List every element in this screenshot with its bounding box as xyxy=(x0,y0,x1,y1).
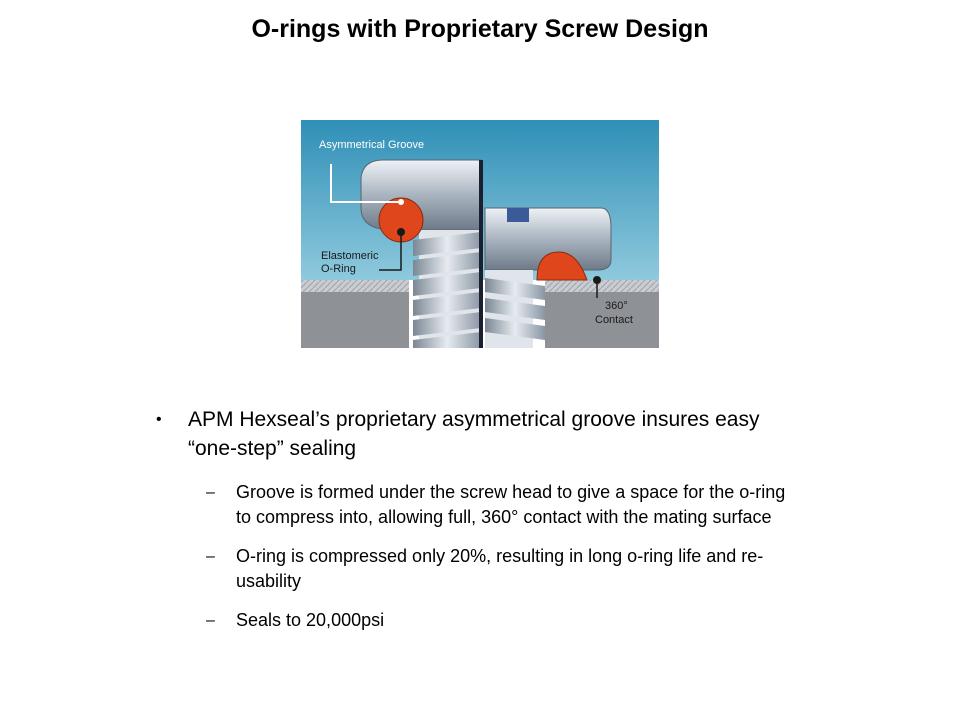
screw-diagram xyxy=(301,120,659,348)
bullet-main xyxy=(156,405,796,463)
bullet-main-text: APM Hexseal’s proprietary asymmetrical groove insures easy “one-step” sealing xyxy=(188,408,760,460)
label-elastomeric: Elastomeric xyxy=(321,250,379,262)
sub-bullet-marker: – xyxy=(206,484,215,501)
sub-bullet-text: O-ring is compressed only 20%, resulting in long o-ring life and re-usability xyxy=(236,546,764,591)
label-contact: Contact xyxy=(595,314,633,326)
sub-bullet-text: Groove is formed under the screw head to give a space for the o-ring to compress into, allowing full, 360° contact with the mating surface xyxy=(236,482,786,527)
sub-bullet-marker: – xyxy=(206,548,215,565)
bullet-marker: • xyxy=(156,411,162,428)
label-360: 360° xyxy=(605,300,628,312)
sub-bullet-text: Seals to 20,000psi xyxy=(236,610,385,630)
label-o-ring: O-Ring xyxy=(321,263,356,275)
bullet-list xyxy=(156,405,796,633)
sub-bullet-marker: – xyxy=(206,612,215,629)
sub-bullet xyxy=(156,480,796,530)
slide-title: O-rings with Proprietary Screw Design xyxy=(251,15,709,43)
sub-bullet xyxy=(156,544,796,594)
sub-bullet xyxy=(156,608,796,633)
label-asymmetrical-groove: Asymmetrical Groove xyxy=(319,139,425,151)
